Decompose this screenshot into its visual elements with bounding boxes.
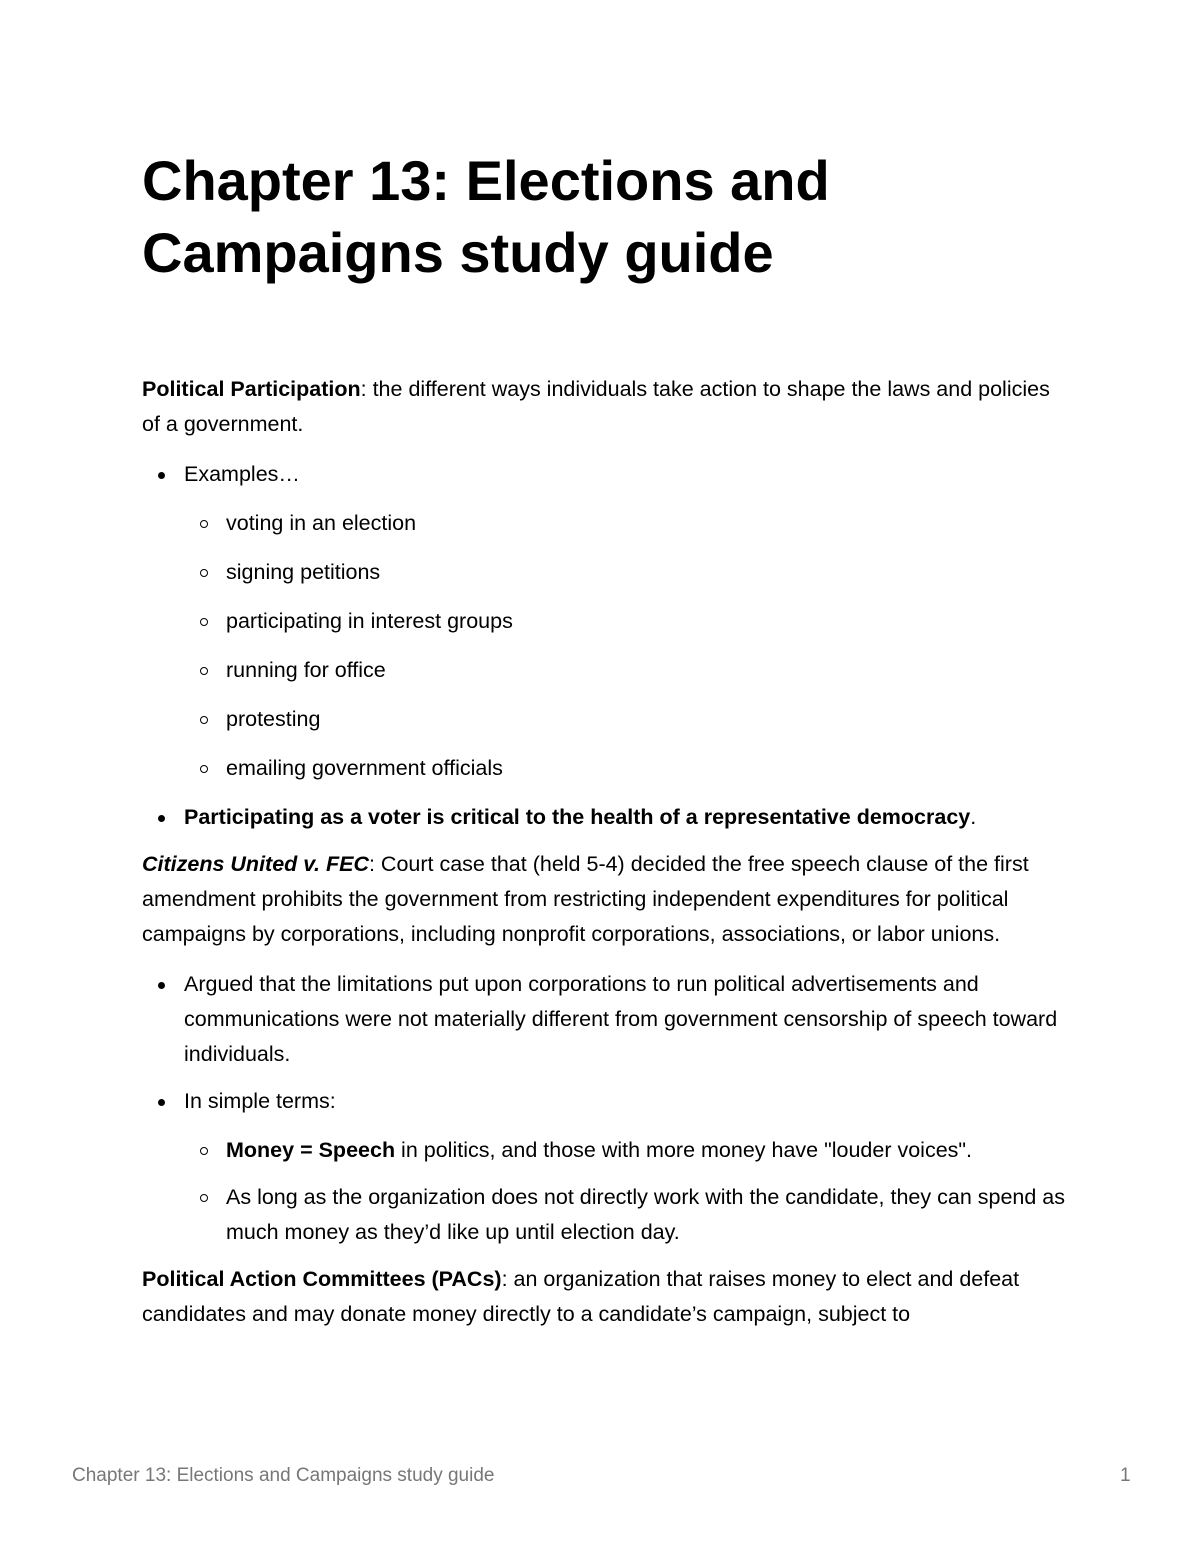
political-participation-definition: : the different ways individuals take action to shape the laws and policies of a government. <box>142 377 1050 436</box>
footer-title: Chapter 13: Elections and Campaigns study guide <box>72 1465 495 1486</box>
key-point: Participating as a voter is critical to the health of a representative democracy <box>184 805 971 829</box>
list-item: protesting <box>142 702 1072 737</box>
examples-list <box>184 506 1072 786</box>
list-item: voting in an election <box>142 506 1072 541</box>
money-speech-bold: Money = Speech <box>226 1138 396 1162</box>
list-item: participating in interest groups <box>142 604 1072 639</box>
simple-terms-label: In simple terms: <box>184 1089 336 1113</box>
list-item <box>142 800 1072 835</box>
list-item: emailing government officials <box>142 751 1072 786</box>
page-title: Chapter 13: Elections and Campaigns study guide <box>142 149 830 284</box>
pacs-paragraph <box>142 1262 1072 1332</box>
citizens-united-definition: : Court case that (held 5-4) decided the free speech clause of the first amendment prohibits the government from restricting independent expenditures for political campaigns by corporations, including nonprofit corporations, associations, or labor unions. <box>142 852 1029 946</box>
document-body <box>142 372 1072 1332</box>
citizens-united-paragraph <box>142 847 1072 952</box>
simple-terms-list <box>184 1133 1072 1250</box>
participation-list <box>142 457 1072 835</box>
list-item: signing petitions <box>142 555 1072 590</box>
citizens-united-list <box>142 967 1072 1250</box>
key-point-end: . <box>970 805 977 829</box>
page-number: 1 <box>1120 1465 1131 1486</box>
political-participation-paragraph <box>142 372 1072 442</box>
list-item <box>142 1084 1072 1250</box>
political-participation-term: Political Participation <box>142 377 361 401</box>
list-item <box>142 457 1072 786</box>
pacs-definition: : an organization that raises money to elect and defeat candidates and may donate money directly to a candidate’s campaign, subject to <box>142 1267 1020 1326</box>
citizens-united-term: Citizens United v. FEC <box>142 852 369 876</box>
pacs-term: Political Action Committees (PACs) <box>142 1267 502 1291</box>
examples-label: Examples… <box>184 462 300 486</box>
list-item <box>142 1133 1072 1168</box>
list-item: As long as the organization does not directly work with the candidate, they can spend as much money as they’d like up until election day. <box>142 1180 1072 1250</box>
list-item: Argued that the limitations put upon corporations to run political advertisements and communications were not materially different from government censorship of speech toward individuals. <box>142 967 1072 1072</box>
list-item: running for office <box>142 653 1072 688</box>
money-speech-rest: in politics, and those with more money have "louder voices". <box>395 1138 973 1162</box>
